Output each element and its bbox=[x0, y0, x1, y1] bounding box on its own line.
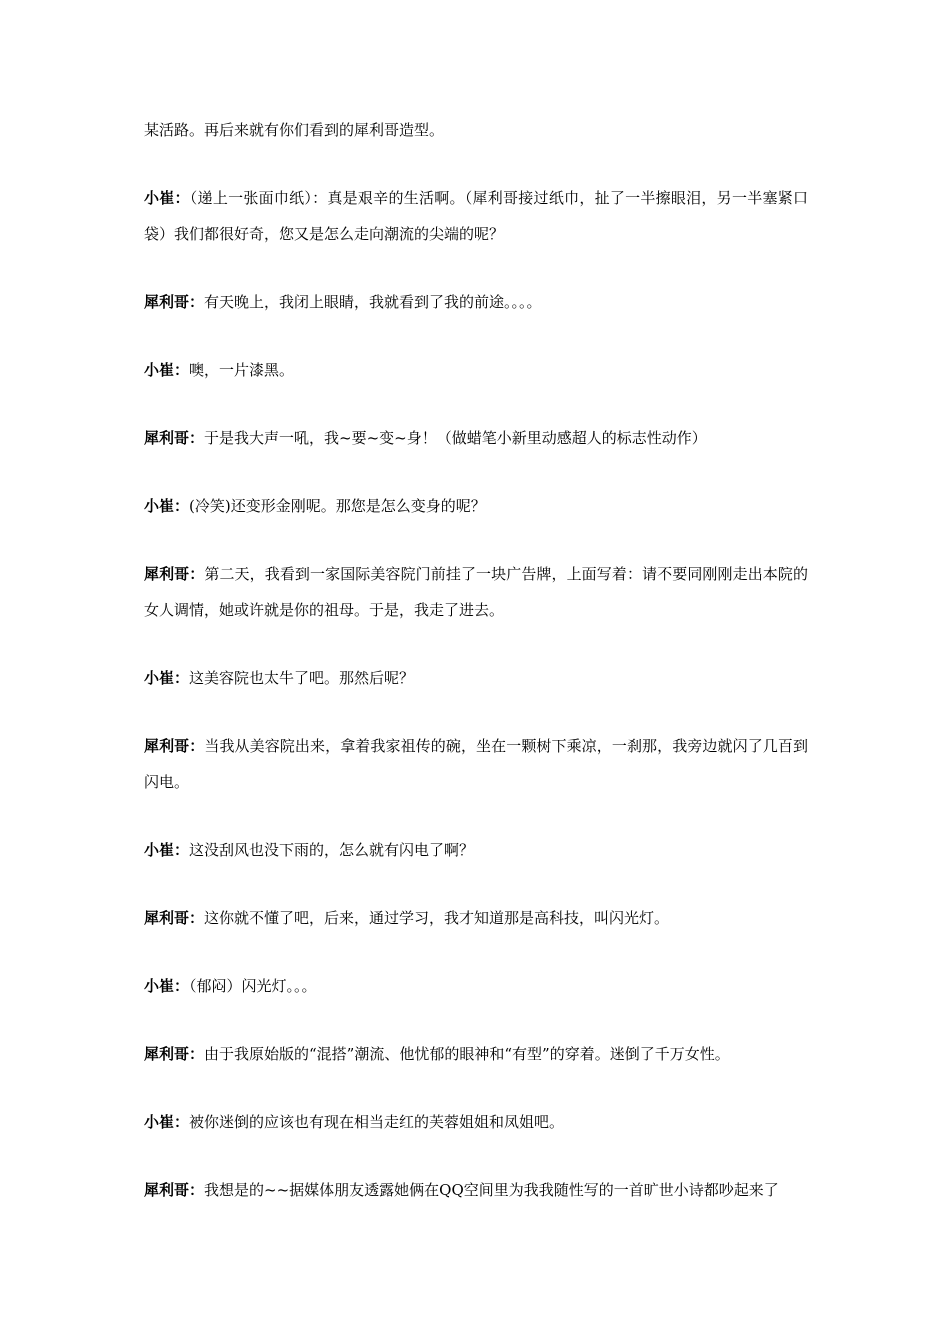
paragraph-text: 被你迷倒的应该也有现在相当走红的芙蓉姐姐和凤姐吧。 bbox=[189, 1113, 565, 1131]
paragraph bbox=[144, 832, 808, 868]
paragraph bbox=[144, 660, 808, 696]
paragraph bbox=[144, 352, 808, 388]
speaker-label: 犀利哥： bbox=[144, 429, 205, 447]
paragraph bbox=[144, 488, 808, 524]
speaker-label: 小崔： bbox=[144, 361, 190, 379]
speaker-label: 小崔： bbox=[144, 189, 190, 207]
paragraph bbox=[144, 968, 808, 1004]
paragraph bbox=[144, 112, 808, 148]
speaker-label: 犀利哥： bbox=[144, 1045, 205, 1063]
speaker-label: 小崔： bbox=[144, 841, 190, 859]
paragraph-text: （郁闷）闪光灯。。。 bbox=[189, 977, 317, 995]
paragraph bbox=[144, 1172, 808, 1208]
paragraph bbox=[144, 420, 808, 456]
paragraph-text: 我想是的~~据媒体朋友透露她俩在QQ空间里为我我随性写的一首旷世小诗都吵起来了 bbox=[204, 1181, 779, 1199]
paragraph bbox=[144, 1104, 808, 1140]
speaker-label: 犀利哥： bbox=[144, 737, 205, 755]
speaker-label: 小崔： bbox=[144, 497, 190, 515]
paragraph bbox=[144, 1036, 808, 1072]
paragraph-text: 这没刮风也没下雨的，怎么就有闪电了啊？ bbox=[189, 841, 475, 859]
paragraph-text: 这你就不懂了吧，后来，通过学习，我才知道那是高科技，叫闪光灯。 bbox=[204, 909, 670, 927]
paragraph-text: 于是我大声一吼，我~要~变~身！（做蜡笔小新里动感超人的标志性动作） bbox=[204, 429, 707, 447]
paragraph-text: 第二天，我看到一家国际美容院门前挂了一块广告牌，上面写着：请不要同刚刚走出本院的女人调情，她或许就是你的祖母。于是，我走了进去。 bbox=[144, 565, 808, 619]
speaker-label: 小崔： bbox=[144, 977, 190, 995]
paragraph bbox=[144, 180, 808, 252]
paragraph-text: 由于我原始版的“混搭”潮流、他忧郁的眼神和“有型”的穿着。迷倒了千万女性。 bbox=[204, 1045, 730, 1063]
speaker-label: 犀利哥： bbox=[144, 909, 205, 927]
paragraph bbox=[144, 728, 808, 800]
paragraph-text: 噢，一片漆黑。 bbox=[189, 361, 295, 379]
paragraph-text: 这美容院也太牛了吧。那然后呢？ bbox=[189, 669, 415, 687]
speaker-label: 小崔： bbox=[144, 1113, 190, 1131]
paragraph-text: 有天晚上，我闭上眼睛，我就看到了我的前途。。。。 bbox=[204, 293, 542, 311]
paragraph bbox=[144, 900, 808, 936]
speaker-label: 犀利哥： bbox=[144, 565, 205, 583]
speaker-label: 小崔： bbox=[144, 669, 190, 687]
dialogue-body bbox=[144, 112, 808, 1208]
speaker-label: 犀利哥： bbox=[144, 1181, 205, 1199]
paragraph-text: 当我从美容院出来，拿着我家祖传的碗，坐在一颗树下乘凉，一刹那，我旁边就闪了几百到闪电。 bbox=[144, 737, 808, 791]
paragraph-text: (冷笑)还变形金刚呢。那您是怎么变身的呢？ bbox=[189, 497, 486, 515]
paragraph-text: （递上一张面巾纸）：真是艰辛的生活啊。（犀利哥接过纸巾，扯了一半擦眼泪，另一半塞紧口袋）我们都很好奇，您又是怎么走向潮流的尖端的呢？ bbox=[144, 189, 808, 243]
paragraph-text: 某活路。再后来就有你们看到的犀利哥造型。 bbox=[144, 121, 445, 139]
speaker-label: 犀利哥： bbox=[144, 293, 205, 311]
paragraph bbox=[144, 556, 808, 628]
paragraph bbox=[144, 284, 808, 320]
